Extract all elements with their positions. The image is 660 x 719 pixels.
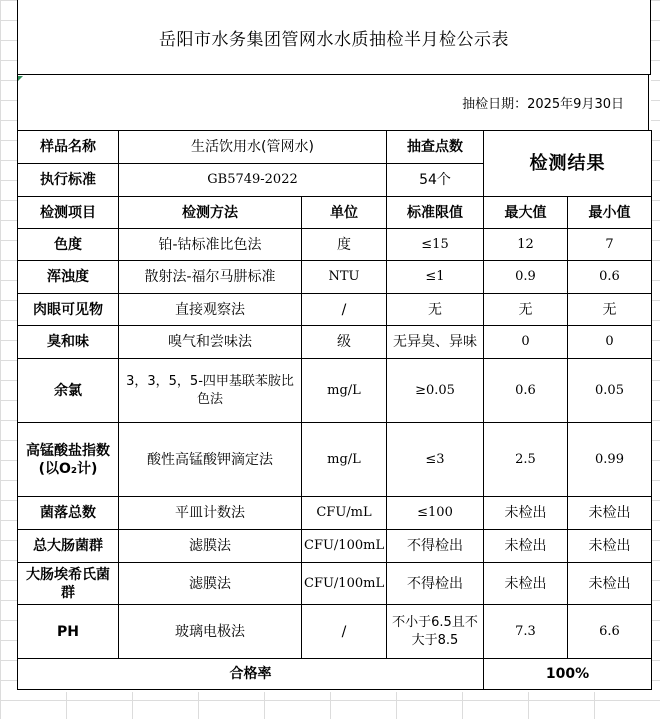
- row-item: 总大肠菌群: [18, 530, 119, 563]
- row-limit: ≤100: [387, 497, 484, 530]
- row-max: 12: [484, 229, 568, 261]
- row-item: 肉眼可见物: [18, 294, 119, 326]
- sample-name-value: 生活饮用水(管网水): [119, 131, 387, 164]
- row-item: 余氯: [18, 359, 119, 423]
- row-limit: ≤15: [387, 229, 484, 261]
- table-row: [18, 497, 652, 530]
- sample-points-label: 抽查点数: [387, 131, 484, 164]
- col-header-max: 最大值: [484, 197, 568, 229]
- report-title: 岳阳市水务集团管网水水质抽检半月检公示表: [17, 0, 651, 75]
- pass-rate-row: [18, 659, 652, 690]
- row-method: 3，3，5，5-四甲基联苯胺比色法: [119, 359, 302, 423]
- row-min: 0.6: [568, 261, 652, 294]
- row-max: 0: [484, 326, 568, 359]
- row-max: 0.9: [484, 261, 568, 294]
- row-max: 未检出: [484, 497, 568, 530]
- row-method: 滤膜法: [119, 563, 302, 605]
- column-header-row: [18, 197, 652, 229]
- row-limit: ≤3: [387, 423, 484, 497]
- row-item: 高锰酸盐指数(以O₂计): [18, 423, 119, 497]
- row-limit: ≥0.05: [387, 359, 484, 423]
- result-header: 检测结果: [484, 131, 652, 197]
- row-max: 无: [484, 294, 568, 326]
- col-header-item: 检测项目: [18, 197, 119, 229]
- row-min: 0: [568, 326, 652, 359]
- row-limit: 无异臭、异味: [387, 326, 484, 359]
- row-min: 未检出: [568, 497, 652, 530]
- row-max: 未检出: [484, 563, 568, 605]
- row-min: 未检出: [568, 530, 652, 563]
- table-row: [18, 423, 652, 497]
- row-method: 酸性高锰酸钾滴定法: [119, 423, 302, 497]
- sample-points-value: 54个: [387, 164, 484, 197]
- row-method: 直接观察法: [119, 294, 302, 326]
- row-max: 2.5: [484, 423, 568, 497]
- pass-rate-value: 100%: [484, 659, 652, 690]
- col-header-method: 检测方法: [119, 197, 302, 229]
- row-unit: /: [302, 605, 387, 659]
- row-method: 嗅气和尝味法: [119, 326, 302, 359]
- row-max: 未检出: [484, 530, 568, 563]
- row-unit: CFU/100mL: [302, 530, 387, 563]
- row-method: 玻璃电极法: [119, 605, 302, 659]
- row-item: 浑浊度: [18, 261, 119, 294]
- row-unit: CFU/mL: [302, 497, 387, 530]
- row-item: PH: [18, 605, 119, 659]
- pass-rate-label: 合格率: [18, 659, 484, 690]
- row-unit: /: [302, 294, 387, 326]
- table-row: [18, 294, 652, 326]
- row-min: 6.6: [568, 605, 652, 659]
- table-row: [18, 326, 652, 359]
- row-method: 滤膜法: [119, 530, 302, 563]
- table-row: [18, 530, 652, 563]
- row-unit: mg/L: [302, 423, 387, 497]
- row-method: 散射法-福尔马肼标准: [119, 261, 302, 294]
- row-limit: 无: [387, 294, 484, 326]
- row-limit: 不得检出: [387, 563, 484, 605]
- row-min: 无: [568, 294, 652, 326]
- standard-label: 执行标准: [18, 164, 119, 197]
- row-max: 0.6: [484, 359, 568, 423]
- col-header-limit: 标准限值: [387, 197, 484, 229]
- row-min: 7: [568, 229, 652, 261]
- report-sheet: [17, 0, 651, 692]
- table-row: [18, 261, 652, 294]
- row-limit: 不得检出: [387, 530, 484, 563]
- row-max: 7.3: [484, 605, 568, 659]
- standard-value: GB5749-2022: [119, 164, 387, 197]
- row-min: 未检出: [568, 563, 652, 605]
- row-method: 铂-钴标准比色法: [119, 229, 302, 261]
- table-row: [18, 229, 652, 261]
- col-header-min: 最小值: [568, 197, 652, 229]
- table-row: [18, 563, 652, 605]
- col-header-unit: 单位: [302, 197, 387, 229]
- row-item: 大肠埃希氏菌群: [18, 563, 119, 605]
- row-limit: 不小于6.5且不大于8.5: [387, 605, 484, 659]
- table-row: [18, 605, 652, 659]
- row-min: 0.05: [568, 359, 652, 423]
- row-unit: NTU: [302, 261, 387, 294]
- row-method: 平皿计数法: [119, 497, 302, 530]
- info-row-sample: [18, 131, 652, 164]
- row-item: 臭和味: [18, 326, 119, 359]
- sample-name-label: 样品名称: [18, 131, 119, 164]
- row-unit: 度: [302, 229, 387, 261]
- row-item: 色度: [18, 229, 119, 261]
- results-table: [17, 130, 652, 690]
- row-unit: 级: [302, 326, 387, 359]
- row-unit: CFU/100mL: [302, 563, 387, 605]
- inspection-date: 抽检日期：2025年9月30日: [17, 75, 649, 130]
- row-limit: ≤1: [387, 261, 484, 294]
- row-item: 菌落总数: [18, 497, 119, 530]
- table-row: [18, 359, 652, 423]
- row-unit: mg/L: [302, 359, 387, 423]
- row-min: 0.99: [568, 423, 652, 497]
